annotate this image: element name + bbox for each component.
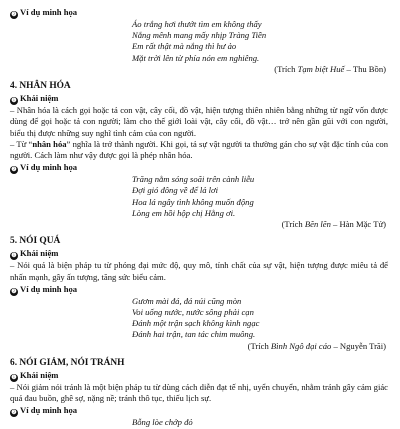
- section-heading: 5. NÓI QUÁ: [10, 236, 61, 247]
- paragraph: – Nói giảm nói tránh là một biện pháp tu từ dùng cách diễn đạt tế nhị, uyển chuyển, nhằm tránh gây cảm giác quá đau buồn, ghê sợ, nặng nề; tránh thô tục, thiếu lịch sự.: [10, 382, 388, 404]
- poem-line: Gươm mài đá, đá núi cũng mòn: [132, 295, 242, 306]
- paragraph: – Nhân hóa là cách gọi hoặc tả con vật, cây cối, đồ vật, hiện tượng thiên nhiên bằng những từ ngữ vốn được dùng để gọi hoặc tả con người; làm cho thế giới loài vật, cây cối, đồ vật… trở nên gần gũi với con người, biểu thị được những suy nghĩ tình cảm của con người.: [10, 105, 388, 138]
- section-heading: 6. NÓI GIẢM, NÓI TRÁNH: [10, 357, 125, 368]
- poem-block: [10, 417, 388, 428]
- poem-line: Đợi gió đông về để lả lơi: [132, 185, 219, 196]
- poem-block: [10, 19, 388, 64]
- bullet-marker-icon: ❷: [11, 410, 17, 417]
- poem-line: Lòng em hồi hộp chị Hằng ơi.: [132, 207, 236, 218]
- bullet-marker-icon: ❶: [11, 98, 17, 105]
- poem-line: Voi uống nước, nước sông phải cạn: [132, 307, 254, 318]
- poem-line: Đánh hai trận, tan tác chim muông.: [132, 329, 256, 340]
- paragraph: – Từ “nhân hóa” nghĩa là trở thành người. Khi gọi, tả sự vật người ta thường gán cho sự vật đặc tính của con người. Cách làm như vậy được gọi là phép nhân hóa.: [10, 138, 388, 161]
- poem-block: [10, 296, 388, 341]
- poem-line: Trăng nằm sóng soãi trên cành liễu: [132, 174, 255, 185]
- bullet-marker-icon: ❶: [11, 253, 17, 260]
- section-heading: 4. NHÂN HÓA: [10, 81, 71, 92]
- bullet-marker-icon: ❶: [11, 375, 17, 382]
- example-label: ❷ Ví dụ minh họa: [11, 7, 78, 18]
- poem-line: Em rất thật mà nắng thì hư ảo: [132, 41, 237, 52]
- poem-line: Hoa lá ngây tình không muốn động: [132, 196, 254, 207]
- example-label: ❷ Ví dụ minh họa: [11, 283, 78, 295]
- citation: (Trích Bẽn lẽn – Hàn Mặc Tử): [281, 219, 386, 230]
- citation: (Trích Tạm biệt Huế – Thu Bồn): [274, 63, 386, 74]
- bullet-marker-icon: ❷: [11, 167, 17, 174]
- poem-line: Bỗng lòe chớp đỏ: [132, 417, 193, 428]
- poem-block: [10, 174, 388, 219]
- poem-line: Mặt trời lên từ phía nón em nghiêng.: [132, 52, 260, 63]
- poem-line: Nắng mênh mang mấy nhịp Tràng Tiền: [132, 30, 267, 41]
- poem-line: Đánh một trận sạch không kình ngạc: [132, 318, 260, 329]
- citation: (Trích Bình Ngô đại cáo – Nguyễn Trãi): [247, 340, 386, 351]
- poem-line: Áo trắng hơi thướt tìm em không thấy: [132, 19, 262, 29]
- concept-label: ❶ Khái niệm: [11, 370, 59, 382]
- concept-label: ❶ Khái niệm: [11, 93, 59, 105]
- example-label: ❷ Ví dụ minh họa: [11, 405, 78, 417]
- example-label: ❷ Ví dụ minh họa: [11, 162, 78, 174]
- paragraph: – Nói quá là biện pháp tu từ phóng đại mức độ, quy mô, tính chất của sự vật, hiện tượng được miêu tả để nhấn mạnh, gây ấn tượng, tăng sức biểu cảm.: [10, 260, 388, 282]
- bullet-marker-icon: ❷: [11, 288, 17, 295]
- bullet-marker-icon: ❷: [11, 12, 17, 18]
- concept-label: ❶ Khái niệm: [11, 248, 59, 260]
